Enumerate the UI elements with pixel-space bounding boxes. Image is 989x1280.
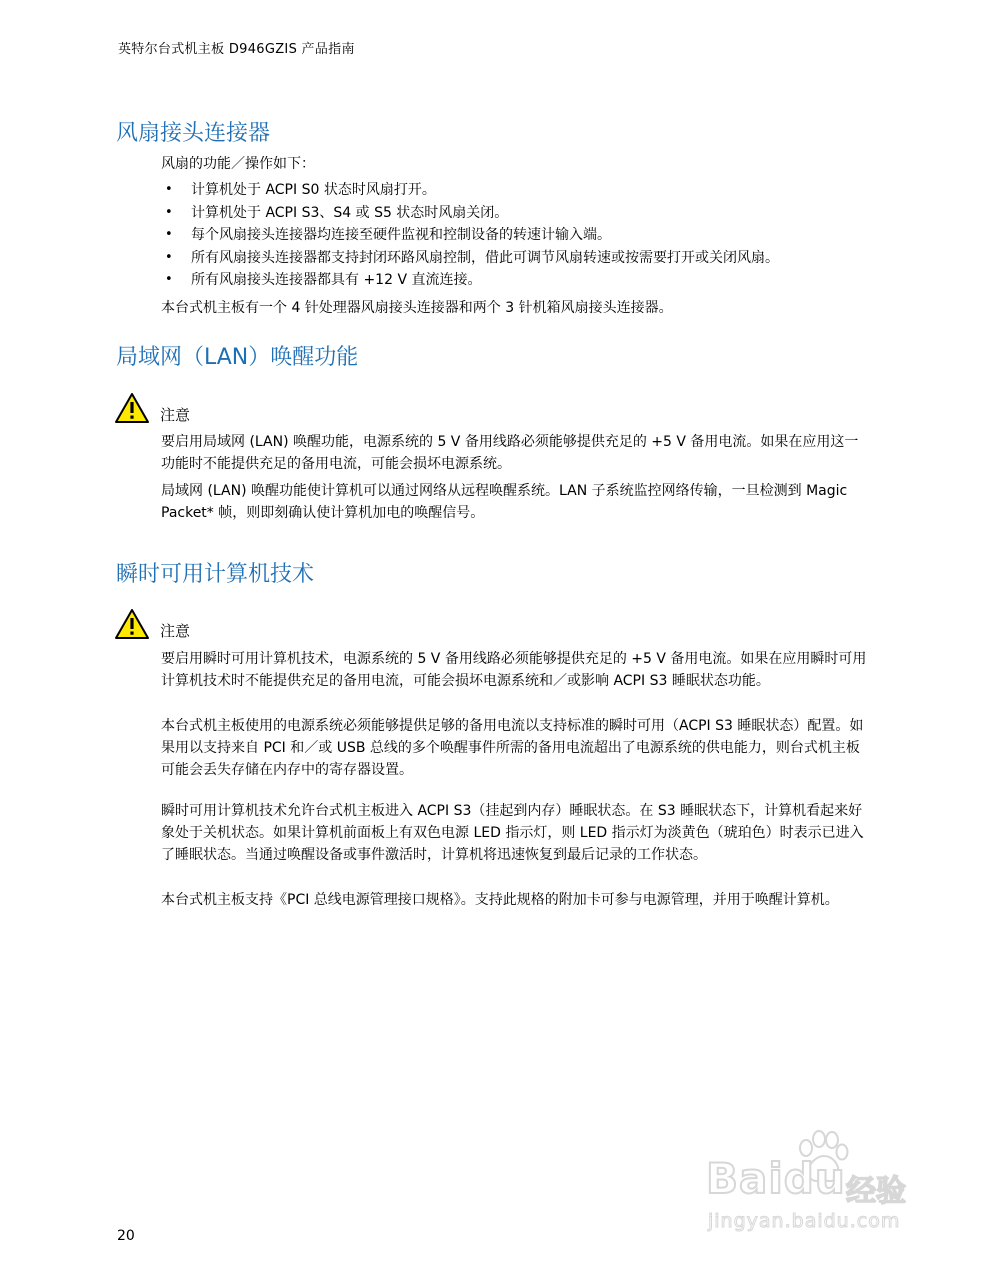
instant-body-2: 本台式机主板支持《PCI 总线电源管理接口规格》。支持此规格的附加卡可参与电源管理，并用于唤醒计算机。 [161,892,839,908]
list-item: • 所有风扇接头连接器都支持封闭环路风扇控制，借此可调节风扇转速或按需要打开或关闭风扇。 [161,247,871,270]
lan-caution-note [114,390,190,424]
bullet-icon: • [165,227,173,242]
list-item: • 计算机处于 ACPI S3、S4 或 S5 状态时风扇关闭。 [161,202,871,225]
fan-summary: 本台式机主板有一个 4 针处理器风扇接头连接器和两个 3 针机箱风扇接头连接器。 [161,300,673,316]
list-item: • 计算机处于 ACPI S0 状态时风扇打开。 [161,179,871,202]
warning-icon [114,392,150,424]
page-number: 20 [117,1228,135,1244]
warning-icon [114,608,150,640]
watermark-url: jingyan.baidu.com [708,1210,901,1232]
baidu-watermark [700,1130,950,1250]
watermark-logo-suffix: 经验 [846,1174,906,1209]
lan-body: 局域网 (LAN) 唤醒功能使计算机可以通过网络从远程唤醒系统。LAN 子系统监控网络传输，一旦检测到 Magic Packet* 帧，则即刻确认使计算机加电的唤醒信号。 [161,483,848,521]
section-title-fan: 风扇接头连接器 [116,121,271,146]
bullet-icon: • [165,272,173,287]
note-label: 注意 [160,406,191,424]
bullet-icon: • [165,204,173,220]
instant-caution-note [114,606,190,640]
note-label: 注意 [160,622,191,640]
instant-note-text-1: 要启用瞬时可用计算机技术，电源系统的 5 V 备用线路必须能够提供充足的 +5 V 备用电流。如果在应用瞬时可用计算机技术时不能提供充足的备用电流，可能会损坏电源系统和／或影响 ACPI S3 睡眠状态功能。 [161,651,867,689]
bullet-icon: • [165,182,173,197]
fan-bullet-list [161,179,871,292]
section-title-instant: 瞬时可用计算机技术 [116,562,315,587]
watermark-logo: Baidu [706,1154,846,1203]
list-item: • 每个风扇接头连接器均连接至硬件监视和控制设备的转速计输入端。 [161,224,871,247]
lan-note-text: 要启用局域网 (LAN) 唤醒功能，电源系统的 5 V 备用线路必须能够提供充足的 +5 V 备用电流。如果在应用这一功能时不能提供充足的备用电流，可能会损坏电源系统。 [161,434,859,472]
bullet-icon: • [165,249,173,265]
running-header: 英特尔台式机主板 D946GZIS 产品指南 [118,42,355,57]
instant-body-1: 瞬时可用计算机技术允许台式机主板进入 ACPI S3（挂起到内存）睡眠状态。在 S3 睡眠状态下，计算机看起来好象处于关机状态。如果计算机前面板上有双色电源 LED 指示灯，则 LED 指示灯为淡黄色（琥珀色）时表示已进入了睡眠状态。当通过唤醒设备或事件激活时，计算机将迅速恢复到最后记录的工作状态。 [161,803,864,863]
instant-note-text-2: 本台式机主板使用的电源系统必须能够提供足够的备用电流以支持标准的瞬时可用（ACPI S3 睡眠状态）配置。如果用以支持来自 PCI 和／或 USB 总线的多个唤醒事件所需的备用电流超出了电源系统的供电能力，则台式机主板可能会丢失存储在内存中的寄存器设置。 [161,718,864,778]
section-title-lan: 局域网（LAN）唤醒功能 [116,345,359,370]
fan-intro: 风扇的功能／操作如下： [161,156,315,172]
list-item: • 所有风扇接头连接器都具有 +12 V 直流连接。 [161,269,871,292]
